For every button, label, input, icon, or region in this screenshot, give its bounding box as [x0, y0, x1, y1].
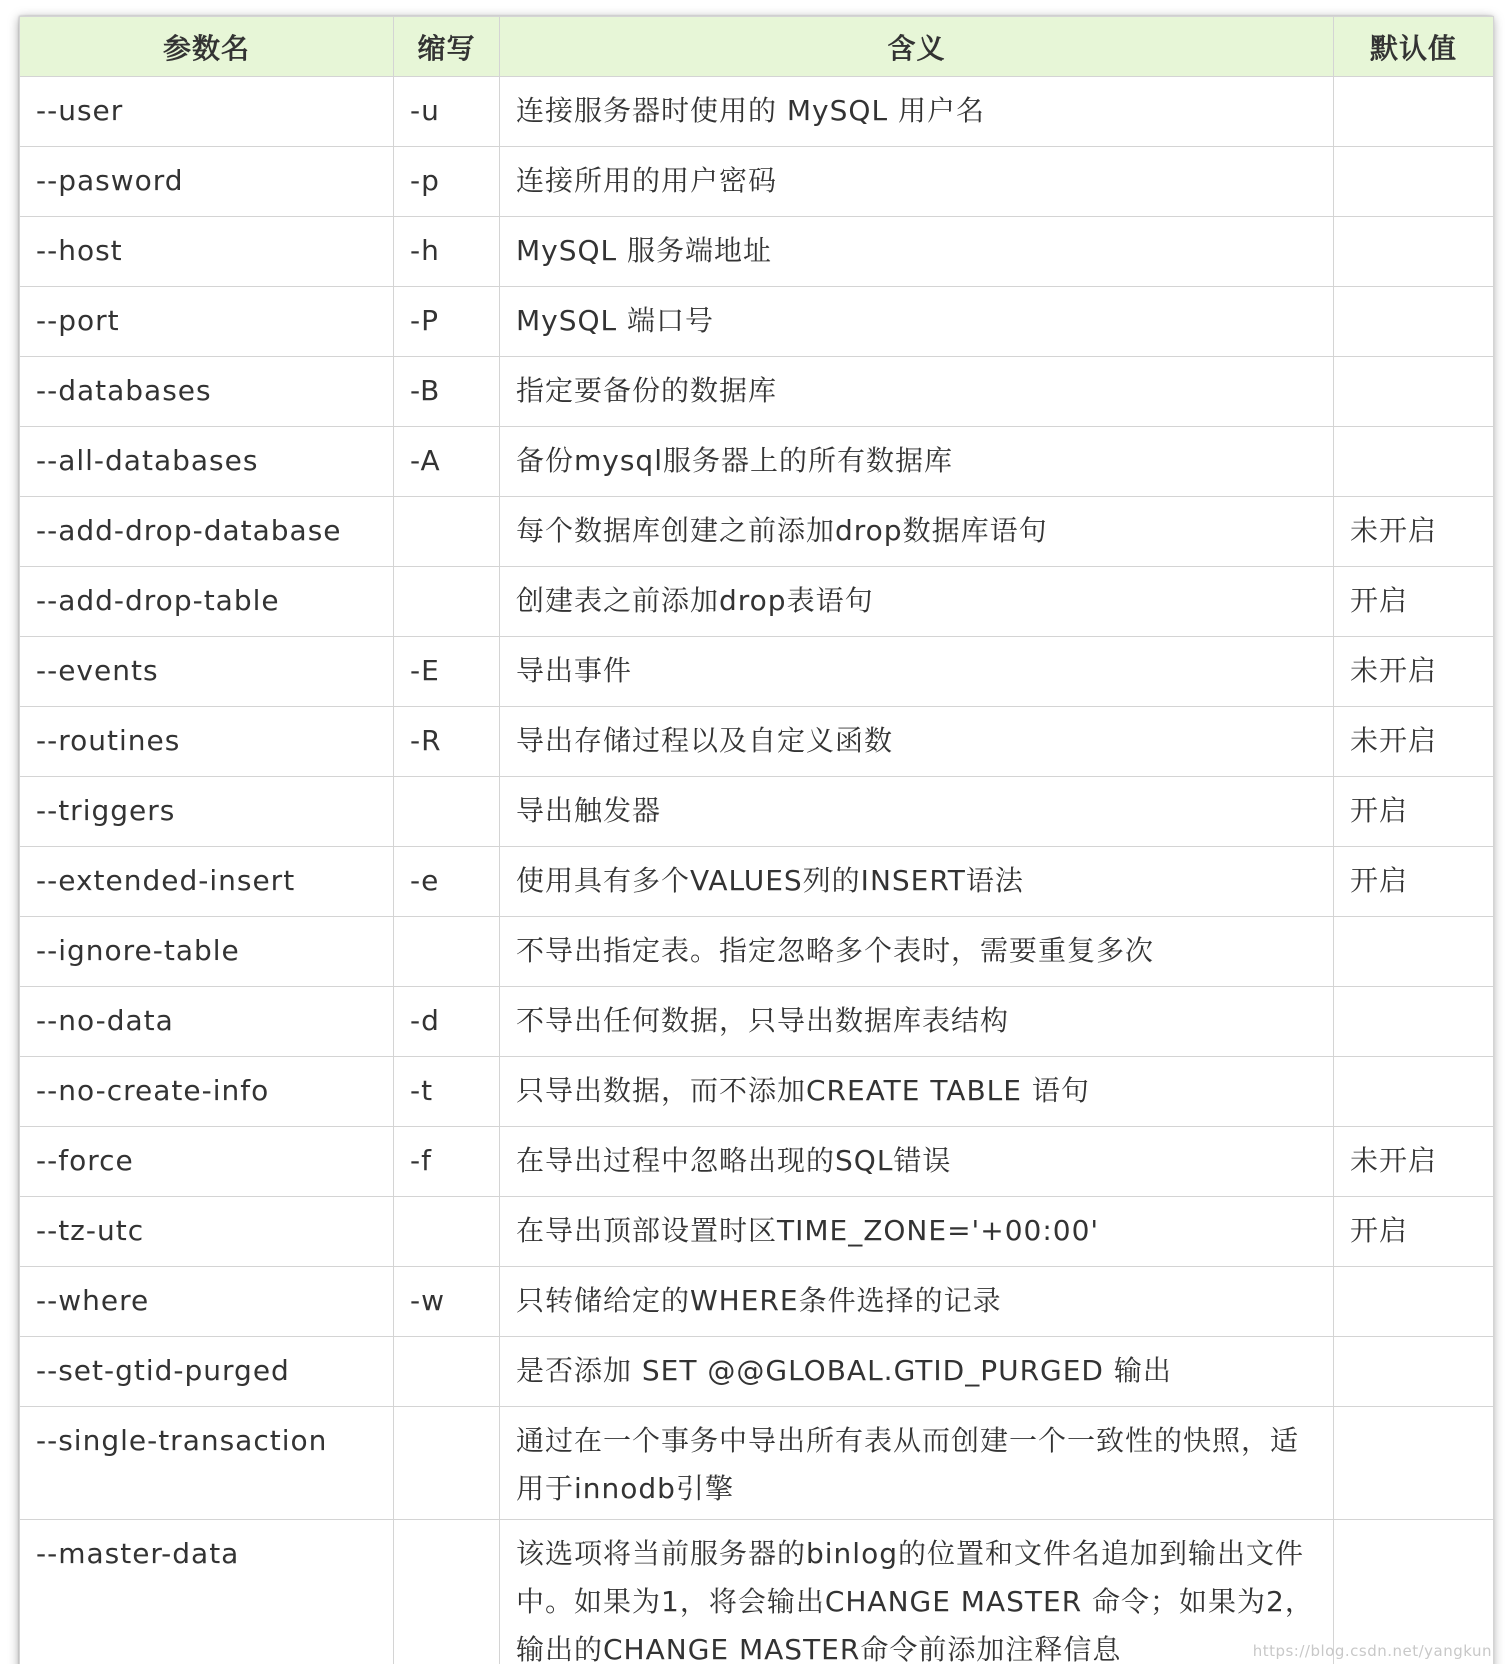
cell-default — [1334, 1057, 1494, 1127]
cell-default — [1334, 287, 1494, 357]
cell-param-name: --no-data — [20, 987, 394, 1057]
cell-param-name: --all-databases — [20, 427, 394, 497]
table-row — [20, 427, 1494, 497]
table-header — [20, 17, 1494, 77]
table-row — [20, 847, 1494, 917]
cell-default — [1334, 1267, 1494, 1337]
cell-param-name: --single-transaction — [20, 1407, 394, 1520]
cell-meaning: 创建表之前添加drop表语句 — [500, 567, 1334, 637]
cell-default — [1334, 357, 1494, 427]
cell-meaning: 该选项将当前服务器的binlog的位置和文件名追加到输出文件中。如果为1，将会输出CHANGE MASTER 命令；如果为2，输出的CHANGE MASTER命令前添加注释信息 — [500, 1520, 1334, 1664]
table-row — [20, 357, 1494, 427]
cell-param-name: --host — [20, 217, 394, 287]
table-row — [20, 777, 1494, 847]
cell-abbreviation — [394, 777, 500, 847]
table-row — [20, 77, 1494, 147]
cell-param-name: --tz-utc — [20, 1197, 394, 1267]
cell-meaning: 连接所用的用户密码 — [500, 147, 1334, 217]
table-body — [20, 77, 1494, 1664]
table-row — [20, 147, 1494, 217]
cell-abbreviation: -e — [394, 847, 500, 917]
cell-meaning: 在导出过程中忽略出现的SQL错误 — [500, 1127, 1334, 1197]
cell-param-name: --master-data — [20, 1520, 394, 1664]
cell-meaning: MySQL 端口号 — [500, 287, 1334, 357]
header-row — [20, 17, 1494, 77]
cell-meaning: 在导出顶部设置时区TIME_ZONE='+00:00' — [500, 1197, 1334, 1267]
cell-meaning: 导出触发器 — [500, 777, 1334, 847]
cell-param-name: --add-drop-table — [20, 567, 394, 637]
cell-meaning: 导出存储过程以及自定义函数 — [500, 707, 1334, 777]
table-row — [20, 287, 1494, 357]
cell-default: 未开启 — [1334, 637, 1494, 707]
cell-abbreviation: -w — [394, 1267, 500, 1337]
cell-meaning: 连接服务器时使用的 MySQL 用户名 — [500, 77, 1334, 147]
cell-param-name: --no-create-info — [20, 1057, 394, 1127]
cell-param-name: --extended-insert — [20, 847, 394, 917]
cell-meaning: 不导出指定表。指定忽略多个表时，需要重复多次 — [500, 917, 1334, 987]
cell-param-name: --add-drop-database — [20, 497, 394, 567]
header-default: 默认值 — [1334, 17, 1494, 77]
cell-default — [1334, 77, 1494, 147]
cell-default: 未开启 — [1334, 1127, 1494, 1197]
table-row — [20, 1407, 1494, 1520]
cell-abbreviation: -t — [394, 1057, 500, 1127]
cell-abbreviation: -f — [394, 1127, 500, 1197]
cell-abbreviation: -p — [394, 147, 500, 217]
table-row — [20, 217, 1494, 287]
cell-meaning: 不导出任何数据，只导出数据库表结构 — [500, 987, 1334, 1057]
cell-default — [1334, 427, 1494, 497]
header-meaning: 含义 — [500, 17, 1334, 77]
cell-default: 未开启 — [1334, 497, 1494, 567]
cell-param-name: --user — [20, 77, 394, 147]
cell-param-name: --ignore-table — [20, 917, 394, 987]
cell-abbreviation — [394, 497, 500, 567]
cell-meaning: 指定要备份的数据库 — [500, 357, 1334, 427]
table-container — [19, 16, 1493, 1664]
table-row — [20, 1267, 1494, 1337]
cell-abbreviation — [394, 567, 500, 637]
cell-param-name: --triggers — [20, 777, 394, 847]
cell-abbreviation: -h — [394, 217, 500, 287]
cell-default: 未开启 — [1334, 707, 1494, 777]
header-param-name: 参数名 — [20, 17, 394, 77]
cell-default: 开启 — [1334, 847, 1494, 917]
cell-meaning: MySQL 服务端地址 — [500, 217, 1334, 287]
cell-param-name: --where — [20, 1267, 394, 1337]
cell-param-name: --pasword — [20, 147, 394, 217]
cell-abbreviation: -E — [394, 637, 500, 707]
table-row — [20, 707, 1494, 777]
table-row — [20, 1197, 1494, 1267]
cell-abbreviation — [394, 917, 500, 987]
table-row — [20, 987, 1494, 1057]
cell-abbreviation — [394, 1520, 500, 1664]
cell-abbreviation: -u — [394, 77, 500, 147]
cell-abbreviation: -B — [394, 357, 500, 427]
cell-meaning: 通过在一个事务中导出所有表从而创建一个一致性的快照，适用于innodb引擎 — [500, 1407, 1334, 1520]
cell-abbreviation: -A — [394, 427, 500, 497]
cell-abbreviation: -d — [394, 987, 500, 1057]
cell-default: 开启 — [1334, 777, 1494, 847]
cell-default — [1334, 1337, 1494, 1407]
cell-meaning: 导出事件 — [500, 637, 1334, 707]
header-abbreviation: 缩写 — [394, 17, 500, 77]
cell-default: 开启 — [1334, 567, 1494, 637]
cell-default — [1334, 987, 1494, 1057]
table-row — [20, 567, 1494, 637]
cell-abbreviation — [394, 1197, 500, 1267]
cell-param-name: --port — [20, 287, 394, 357]
mysqldump-options-table — [19, 16, 1494, 1664]
cell-meaning: 使用具有多个VALUES列的INSERT语法 — [500, 847, 1334, 917]
cell-default — [1334, 917, 1494, 987]
cell-default — [1334, 217, 1494, 287]
table-row — [20, 1127, 1494, 1197]
cell-meaning: 只转储给定的WHERE条件选择的记录 — [500, 1267, 1334, 1337]
cell-meaning: 备份mysql服务器上的所有数据库 — [500, 427, 1334, 497]
cell-abbreviation: -P — [394, 287, 500, 357]
cell-param-name: --events — [20, 637, 394, 707]
table-row — [20, 497, 1494, 567]
watermark: https://blog.csdn.net/yangkun — [1252, 1642, 1492, 1660]
cell-param-name: --databases — [20, 357, 394, 427]
table-row — [20, 637, 1494, 707]
table-row — [20, 917, 1494, 987]
cell-default — [1334, 1407, 1494, 1520]
cell-abbreviation — [394, 1337, 500, 1407]
cell-meaning: 只导出数据，而不添加CREATE TABLE 语句 — [500, 1057, 1334, 1127]
table-row — [20, 1057, 1494, 1127]
cell-param-name: --routines — [20, 707, 394, 777]
cell-abbreviation: -R — [394, 707, 500, 777]
cell-meaning: 是否添加 SET @@GLOBAL.GTID_PURGED 输出 — [500, 1337, 1334, 1407]
cell-meaning: 每个数据库创建之前添加drop数据库语句 — [500, 497, 1334, 567]
cell-param-name: --set-gtid-purged — [20, 1337, 394, 1407]
cell-abbreviation — [394, 1407, 500, 1520]
cell-default: 开启 — [1334, 1197, 1494, 1267]
cell-default — [1334, 147, 1494, 217]
cell-param-name: --force — [20, 1127, 394, 1197]
table-row — [20, 1337, 1494, 1407]
